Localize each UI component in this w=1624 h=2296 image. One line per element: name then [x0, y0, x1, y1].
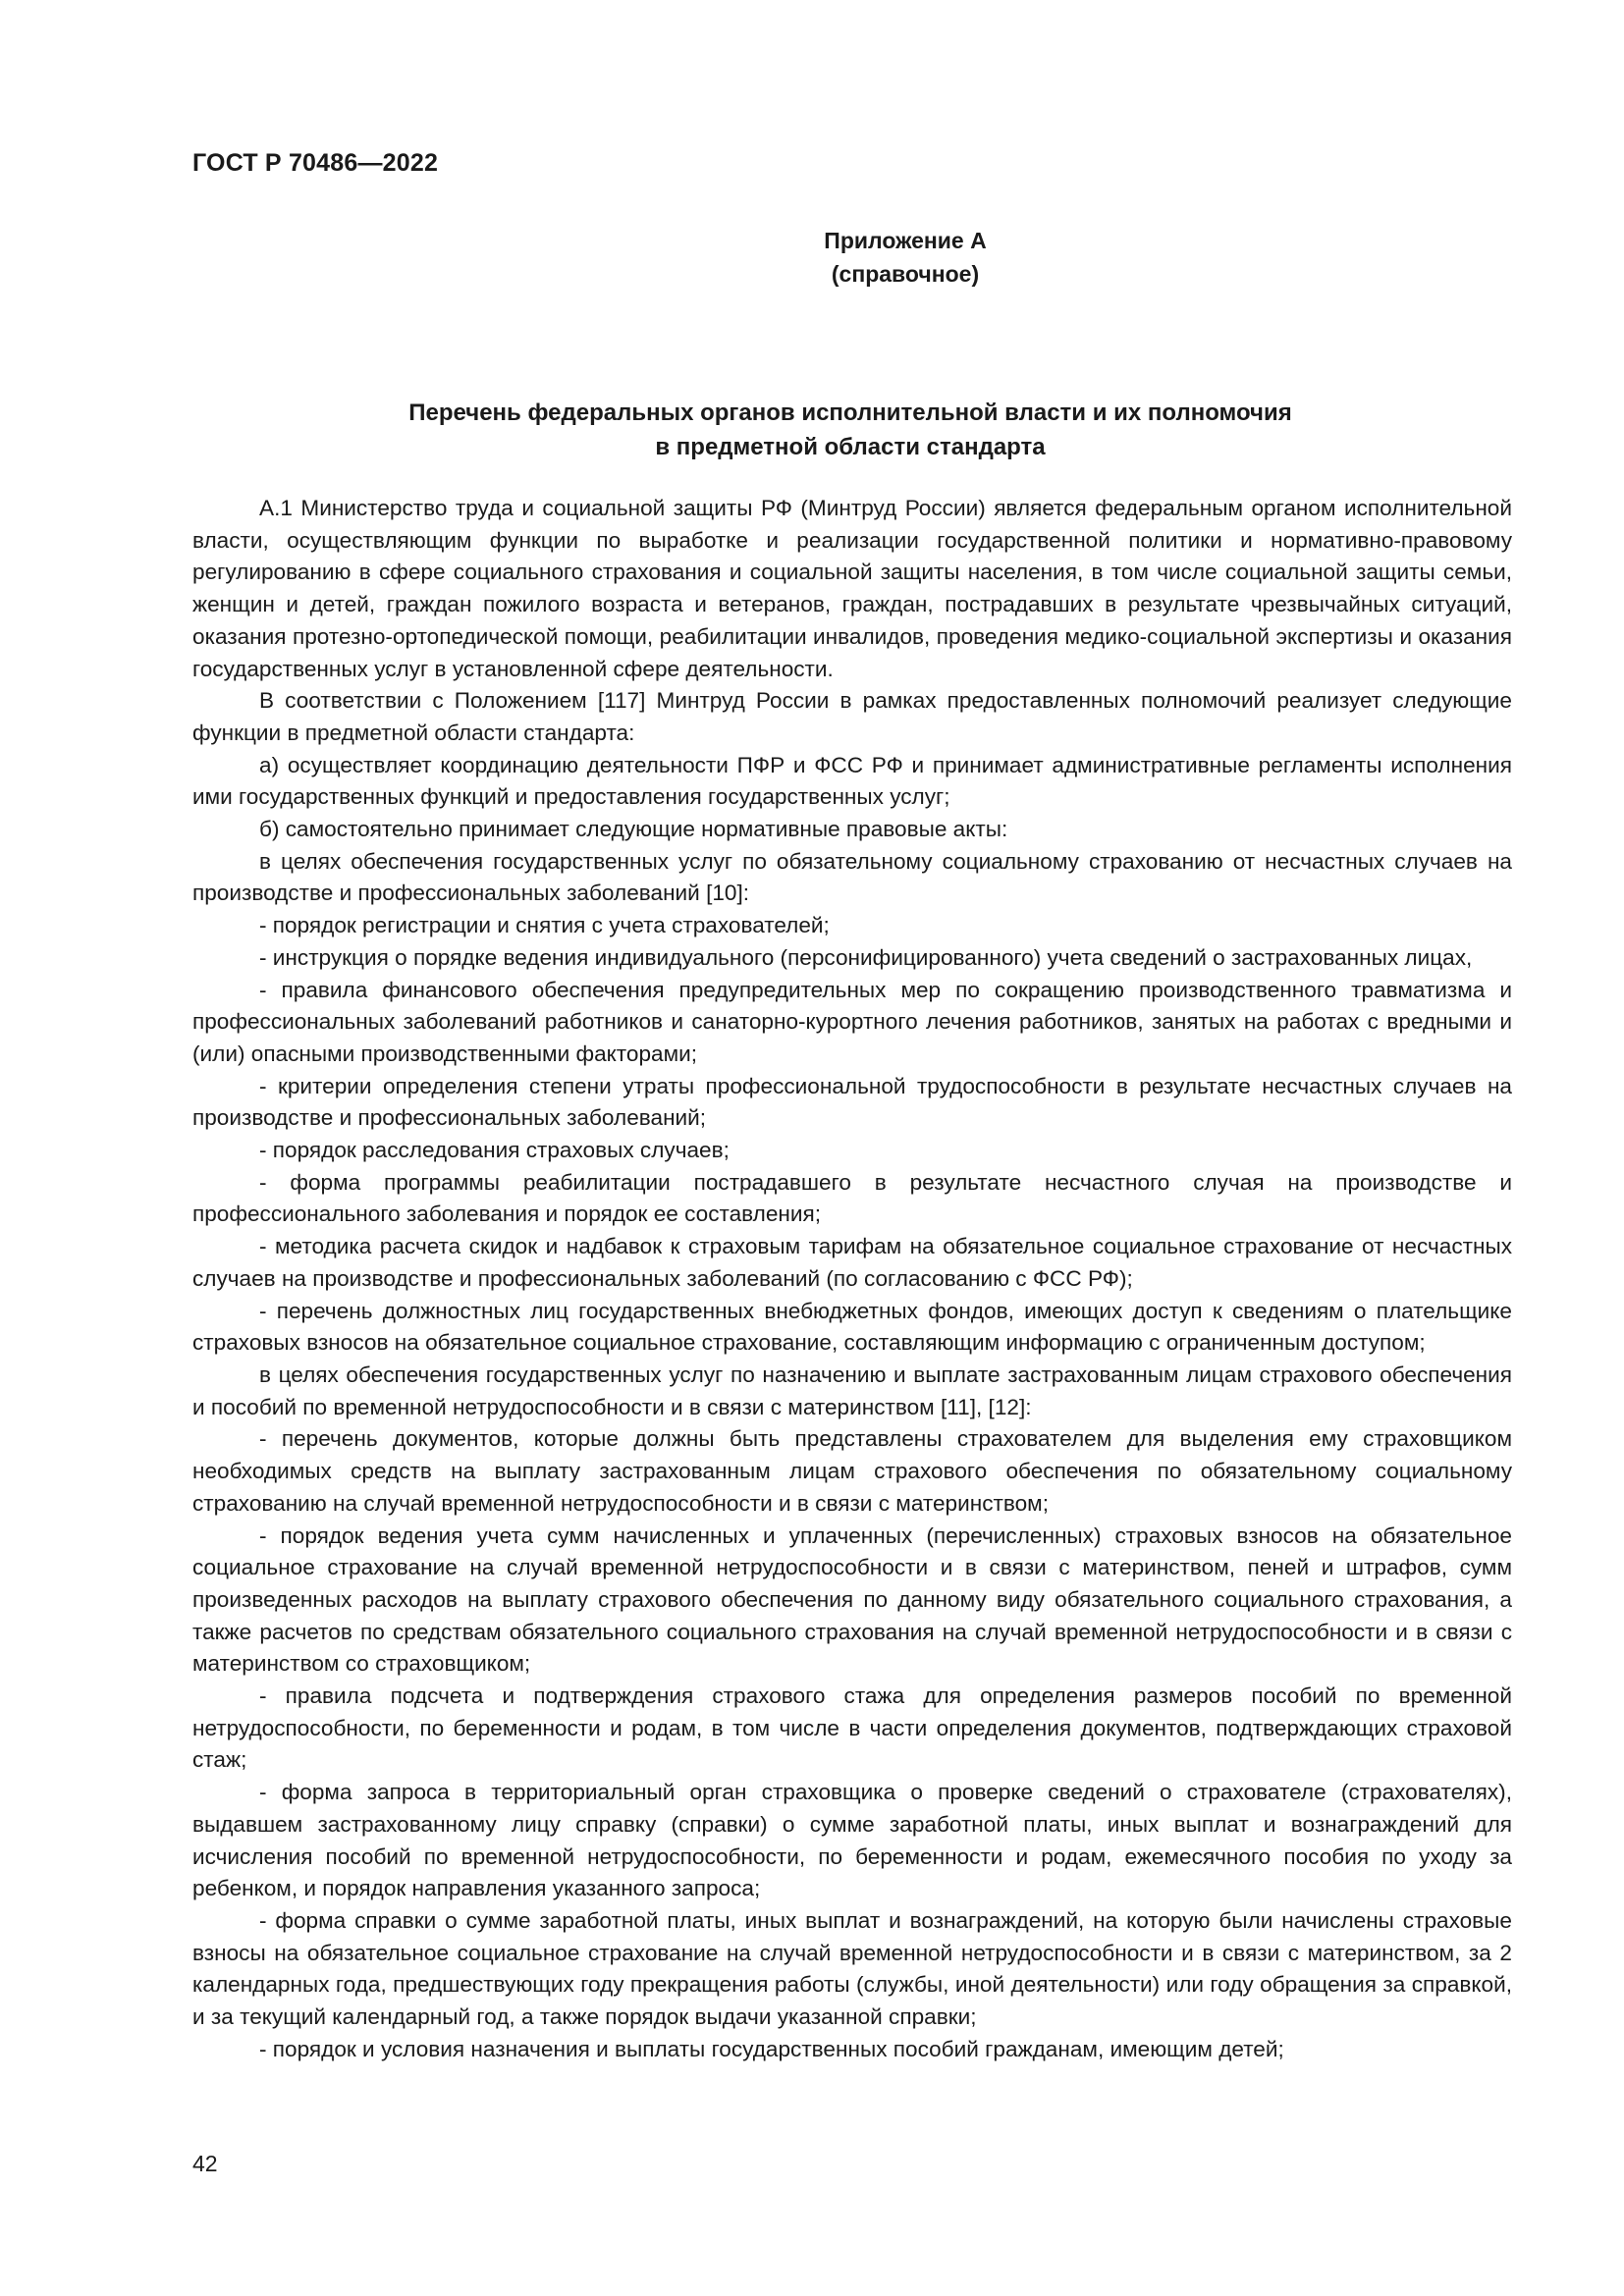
list-item: б) самостоятельно принимает следующие нормативные правовые акты:: [259, 817, 1008, 842]
list-item: - правила подсчета и подтверждения страхового стажа для определения размеров пособий по временной нетрудоспособности, по беременности и родам, в том числе в части определения документов, подтверждающих страховой стаж;: [192, 1683, 1512, 1773]
section-title: [192, 396, 1508, 464]
appendix-kind: (справочное): [831, 261, 980, 287]
list-item: - форма запроса в территориальный орган страховщика о проверке сведений о страхователе (страхователях), выдавшем застрахованному лицу справку (справки) о сумме заработной платы, иных выплат и вознаграждений для исчисления пособий по временной нетрудоспособности, по беременности и родам, ежемесячного пособия по уходу за ребенком, и порядок направления указанного запроса;: [192, 1780, 1512, 1901]
list-item: а) осуществляет координацию деятельности ПФР и ФСС РФ и принимает административные регламенты исполнения ими государственных функций и предоставления государственных услуг;: [192, 752, 1512, 810]
paragraph: в целях обеспечения государственных услуг по назначению и выплате застрахованным лицам страхового обеспечения и пособий по временной нетрудоспособности и в связи с материнством [11], [12]:: [192, 1362, 1512, 1419]
appendix-heading: [0, 224, 1624, 291]
list-item: - порядок расследования страховых случаев;: [259, 1138, 730, 1163]
list-item: - критерии определения степени утраты профессиональной трудоспособности в результате несчастных случаев на производстве и профессиональных заболеваний;: [192, 1073, 1512, 1131]
list-item: - форма программы реабилитации пострадавшего в результате несчастного случая на производстве и профессионального заболевания и порядок ее составления;: [192, 1169, 1512, 1227]
section-title-line-2: в предметной области стандарта: [655, 434, 1046, 460]
list-item: - порядок ведения учета сумм начисленных и уплаченных (перечисленных) страховых взносов на обязательное социальное страхование на случай временной нетрудоспособности и в связи с материнством, пеней и штрафов, сумм произведенных расходов на выплату страхового обеспечения по данному виду обязательного социального страхования, а также расчетов по средствам обязательного социального страхования на случай временной нетрудоспособности и в связи с материнством со страховщиком;: [192, 1522, 1512, 1677]
list-item: - порядок и условия назначения и выплаты государственных пособий гражданам, имеющим детей;: [259, 2036, 1284, 2061]
paragraph: В соответствии с Положением [117] Минтруд России в рамках предоставленных полномочий реализует следующие функции в предметной области стандарта:: [192, 688, 1512, 745]
list-item: - перечень документов, которые должны быть представлены страхователем для выделения ему страховщиком необходимых средств на выплату застрахованным лицам страхового обеспечения по обязательному социальному страхованию на случай временной нетрудоспособности и в связи с материнством;: [192, 1426, 1512, 1516]
document-standard-number: ГОСТ Р 70486—2022: [192, 149, 439, 177]
list-item: - методика расчета скидок и надбавок к страховым тарифам на обязательное социальное страхование от несчастных случаев на производстве и профессиональных заболеваний (по согласованию с ФСС РФ);: [192, 1234, 1512, 1291]
list-item: - правила финансового обеспечения предупредительных мер по сокращению производственного травматизма и профессиональных заболеваний работников и санаторно-курортного лечения работников, занятых на работах с вредными и (или) опасными производственными факторами;: [192, 977, 1512, 1066]
section-title-line-1: Перечень федеральных органов исполнительной власти и их полномочия: [408, 400, 1292, 426]
appendix-label: Приложение А: [824, 228, 987, 253]
list-item: - порядок регистрации и снятия с учета страхователей;: [259, 913, 830, 938]
paragraph: в целях обеспечения государственных услуг по обязательному социальному страхованию от несчастных случаев на производстве и профессиональных заболеваний [10]:: [192, 848, 1512, 906]
list-item: - перечень должностных лиц государственных внебюджетных фондов, имеющих доступ к сведениям о плательщике страховых взносов на обязательное социальное страхование, составляющим информацию с ограниченным доступом;: [192, 1298, 1512, 1356]
list-item: - форма справки о сумме заработной платы, иных выплат и вознаграждений, на которую были начислены страховые взносы на обязательное социальное страхование на случай временной нетрудоспособности и в связи с материнством, за 2 календарных года, предшествующих году прекращения работы (службы, иной деятельности) или году обращения за справкой, и за текущий календарный год, а также порядок выдачи указанной справки;: [192, 1907, 1512, 2030]
list-item: - инструкция о порядке ведения индивидуального (персонифицированного) учета сведений о застрахованных лицах,: [259, 944, 1473, 970]
document-body: [192, 493, 1512, 2065]
paragraph: А.1 Министерство труда и социальной защиты РФ (Минтруд России) является федеральным органом исполнительной власти, осуществляющим функции по выработке и реализации государственной политики и нормативно-правовому регулированию в сфере социального страхования и социальной защиты населения, в том числе социальной защиты семьи, женщин и детей, граждан пожилого возраста и ветеранов, граждан, пострадавших в результате чрезвычайных ситуаций, оказания протезно-ортопедической помощи, реабилитации инвалидов, проведения медико-социальной экспертизы и оказания государственных услуг в установленной сфере деятельности.: [192, 496, 1512, 681]
page-number: 42: [192, 2151, 218, 2176]
